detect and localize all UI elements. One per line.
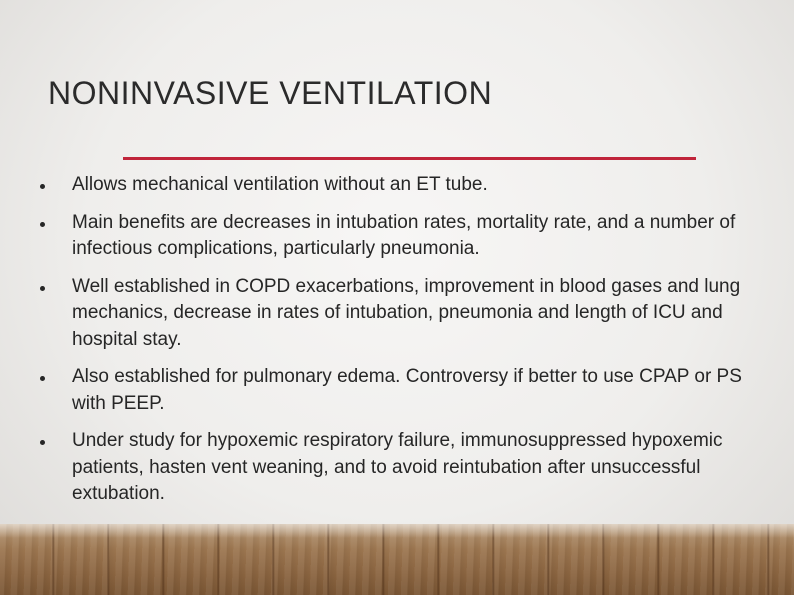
bullet-dot-icon xyxy=(40,286,45,291)
bullet-text: Also established for pulmonary edema. Controversy if better to use CPAP or PS with PEEP. xyxy=(72,366,742,414)
bullet-text: Main benefits are decreases in intubation rates, mortality rate, and a number of infectious complications, particularly pneumonia. xyxy=(72,211,736,259)
bullet-item xyxy=(40,210,750,263)
bullet-item xyxy=(40,172,750,199)
slide-title: NONINVASIVE VENTILATION xyxy=(48,75,493,111)
bullet-text: Under study for hypoxemic respiratory failure, immunosuppressed hypoxemic patients, hasten vent weaning, and to avoid reintubation after unsuccessful extubation. xyxy=(72,430,723,504)
bullet-text: Well established in COPD exacerbations, improvement in blood gases and lung mechanics, decrease in rates of intubation, pneumonia and length of ICU and hospital stay. xyxy=(72,275,741,350)
bullet-dot-icon xyxy=(40,376,45,381)
bullet-item xyxy=(40,274,750,354)
bullet-text: Allows mechanical ventilation without an ET tube. xyxy=(72,174,488,195)
bullet-dot-icon xyxy=(40,184,45,189)
bullet-dot-icon xyxy=(40,222,45,227)
bullet-item xyxy=(40,364,750,417)
bullet-list xyxy=(40,172,750,519)
bullet-dot-icon xyxy=(40,440,45,445)
floor-highlight xyxy=(0,524,794,538)
bullet-item xyxy=(40,428,750,508)
title-underline xyxy=(123,157,696,160)
